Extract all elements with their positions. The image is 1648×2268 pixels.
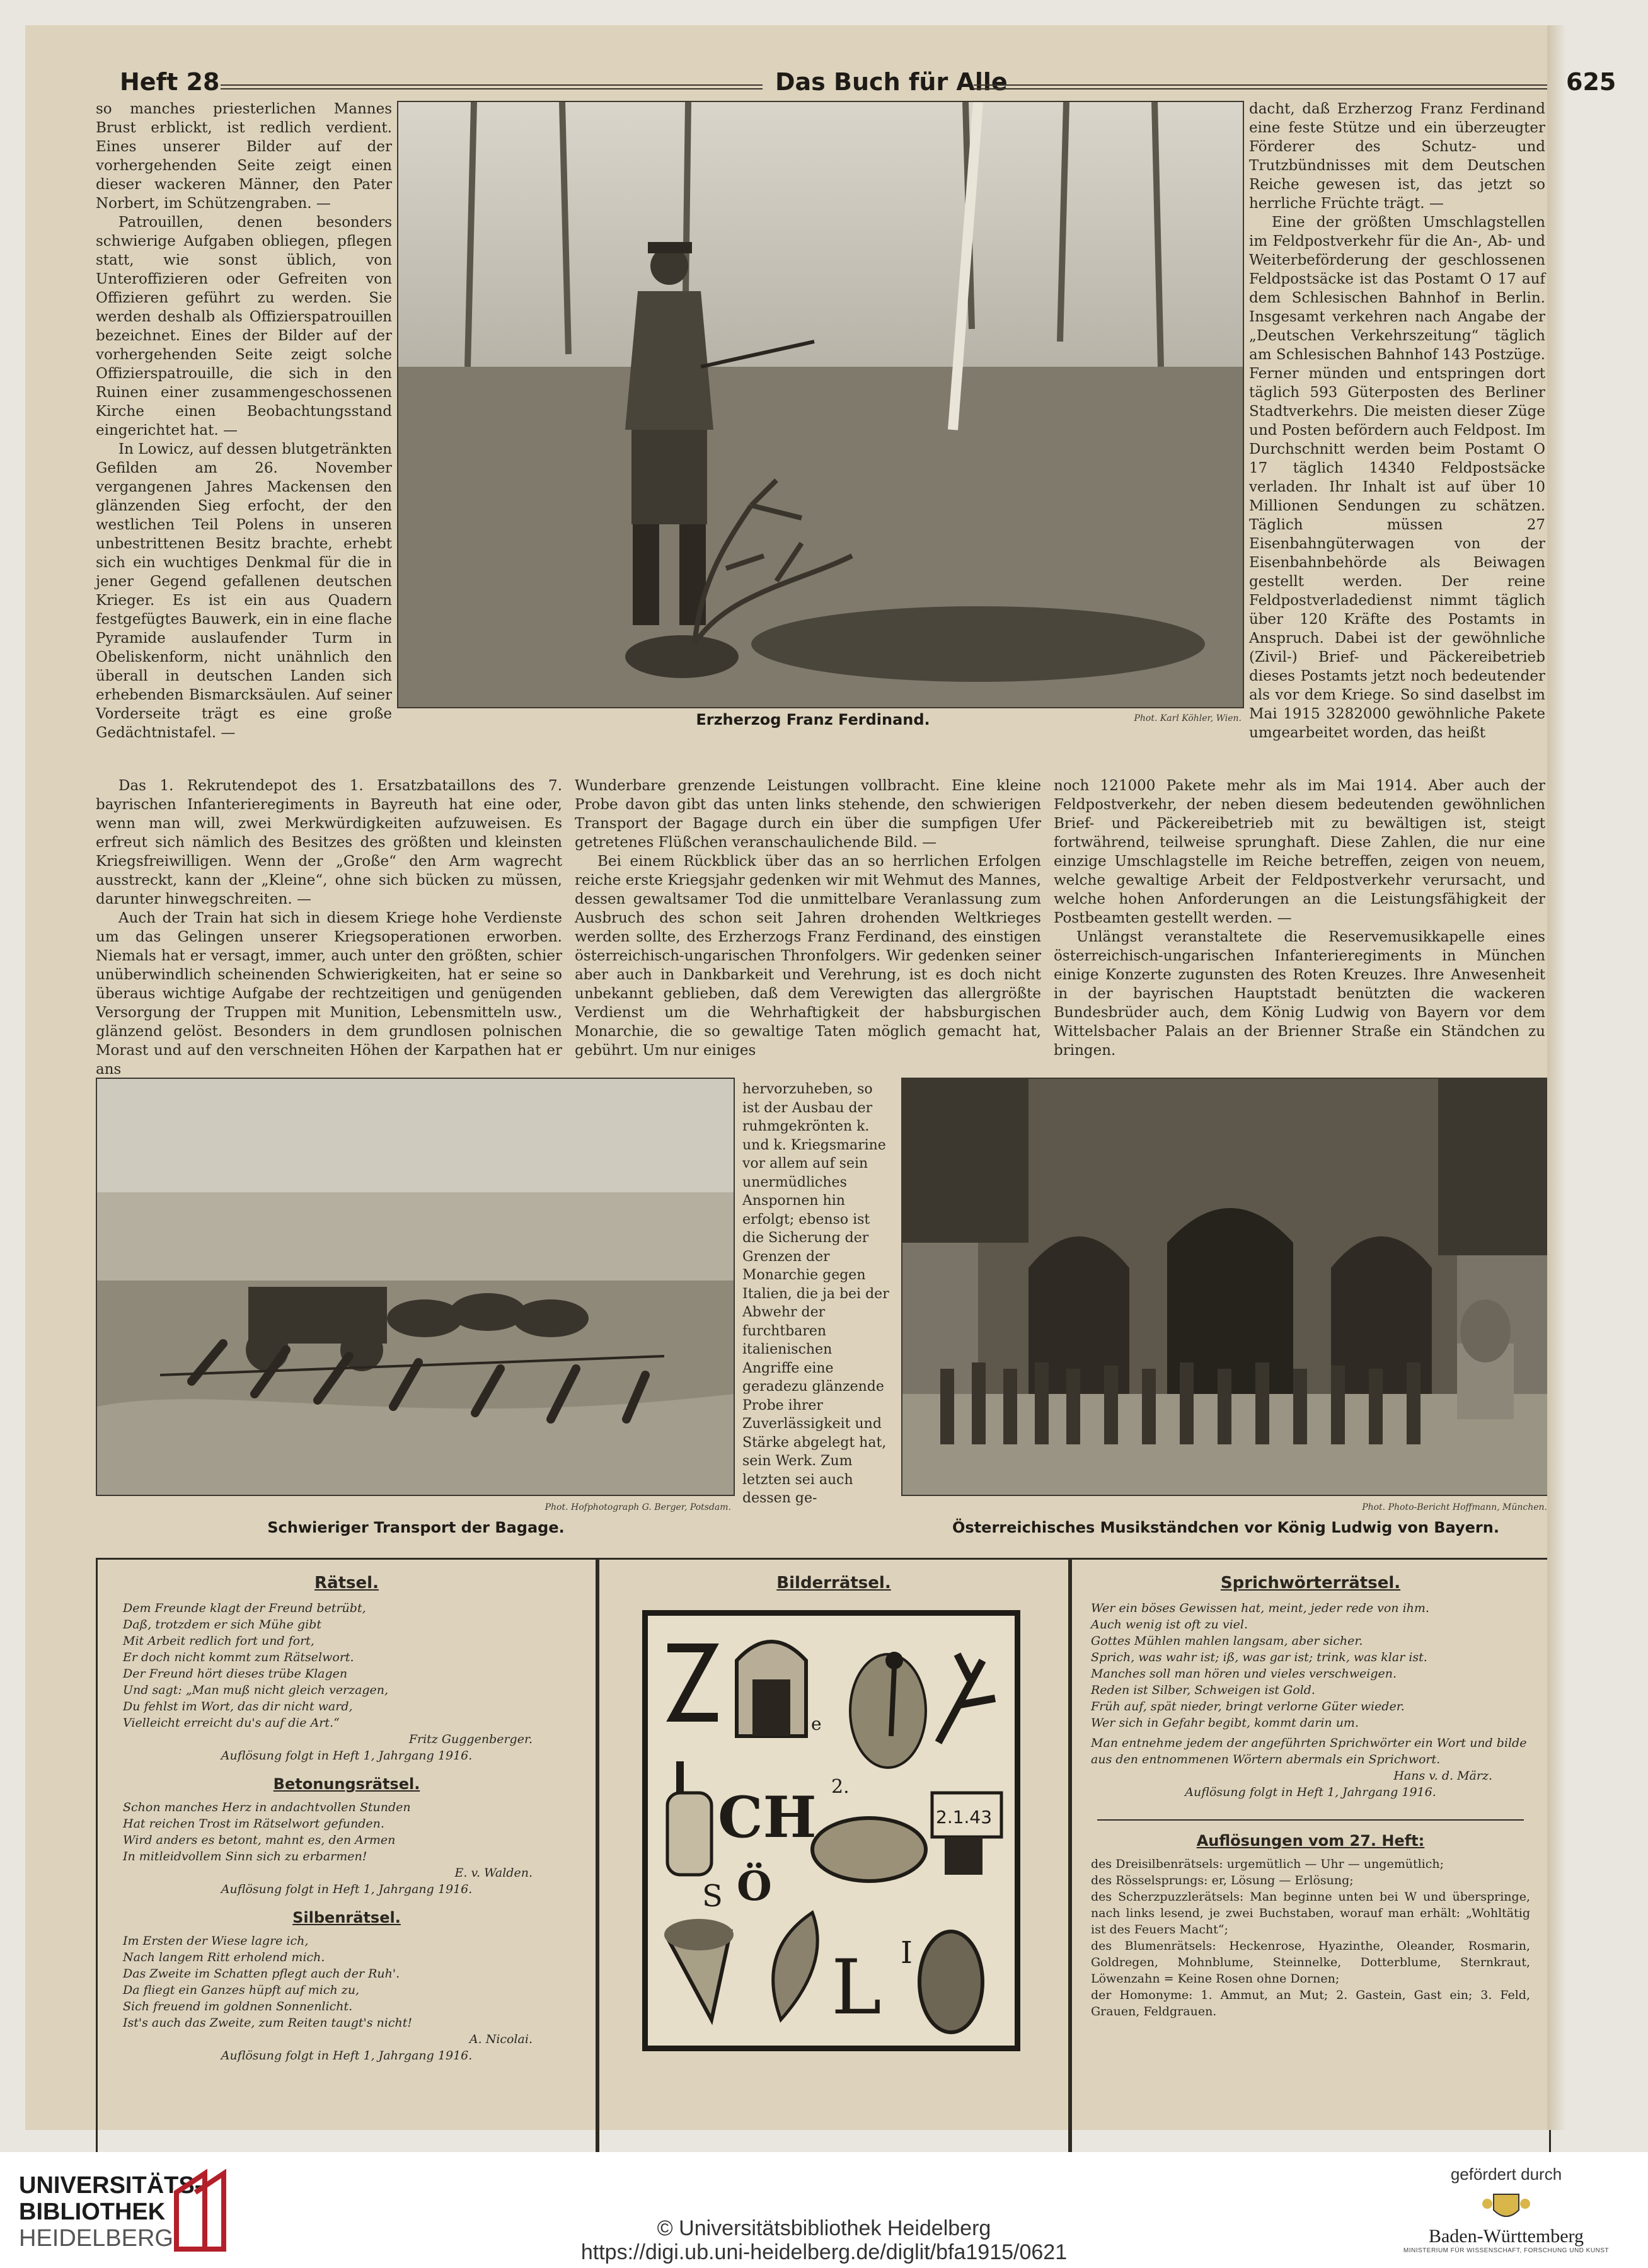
paragraph: Auch der Train hat sich in diesem Kriege hohe Verdienste um das Gelingen unserer Kriegsoperationen erworben. Niemals hat er versagt, immer, auch unter den größten, schier unüberwindlich scheinenden Schwierigkeiten, hat er seine so überaus wichtige Aufgabe der rechtzeitigen und genügenden Versorgung der Truppen mit Munition, Lebensmitteln usw., glänzend gelöst. Besonders in dem grundlosen polnischen Morast und auf den verschneiten Höhen der Karpathen hat er ans [96,910,562,1078]
paragraph: Wunderbare grenzende Leistungen vollbracht. Eine kleine Probe davon gibt das unten links stehende, den schwierigen Transport der Bagage durch ein über die sumpfigen Ufer getretenes Flüßchen veranschaulichende Bild. — [575,778,1041,851]
divider [1097,1819,1524,1821]
paragraph: Eine der größten Umschlagstellen im Feldpostverkehr für die An-, Ab- und Weiterbeförderung der geschlossenen Feldpostsäcke ist das Postamt O 17 auf dem Schlesischen Bahnhof in Berlin. Insgesamt verkehren nach Angabe der „Deutschen Verkehrszeitung“ täglich am Schlesischen Bahnhof 143 Postzüge. Ferner münden und entspringen dort täglich 593 Güterposten des Berliner Stadtverkehrs. Die meisten dieser Züge und Posten befördern auch Feldpost. Im Durchschnitt werden beim Postamt O 17 täglich 14340 Feldpostsäcke verladen. Ihr Inhalt ist auf über 10 Millionen Sendungen zu schätzen. Täglich müssen 27 Eisenbahngüterwagen von der Eisenbahnbehörde als Beiwagen gestellt werden. Der reine Feldpostverladedienst nimmt täglich über 120 Kräfte des Postamts in Anspruch. Dabei ist der gewöhnliche (Zivil-) Brief- und Päckereibetrieb dieses Postamts jetzt noch bedeutender als vor dem Kriege. So sind daselbst im Mai 1915 3282000 gewöhnliche Pakete umgearbeitet worden, das heißt [1249,214,1545,741]
proverb: Auch wenig ist oft zu viel. [1091,1618,1248,1632]
funding-logo [1402,2165,1610,2254]
paragraph: Bei einem Rückblick über das an so herrlichen Erfolgen reiche erste Kriegsjahr gedenken wir mit Wehmut des Mannes, dessen gewaltsamer Tod die unmittelbare Veranlassung zum Ausbruch des schon seit Jahren drohenden Weltkrieges werden sollte, des Erzherzogs Franz Ferdinand, des einstigen österreichisch-ungarischen Thronfolgers. Wir gedenken seiner aber auch in Dankbarkeit und Verehrung, ist es doch nicht unbekannt geblieben, daß dem Verewigten das allergrößte Verdienst um die Wehrhaftigkeit der habsburgischen Monarchie, die so gewaltige Taten möglich gemacht hat, gebührt. Um nur einiges [575,853,1041,1059]
header-rule-right [974,84,1566,89]
text-column-a [96,776,562,1079]
poem-author: Fritz Guggenberger. [408,1732,533,1746]
nest-icon [812,1818,926,1881]
rebus-date: 2.1.43 [936,1807,993,1828]
paragraph: dacht, daß Erzherzog Franz Ferdinand eine feste Stütze und ein überzeugter Förderer des Schutz- und Trutzbündnisses mit dem Deutschen Reiche gewesen ist, das jetzt so herrliche Früchte trägt. — [1249,101,1545,212]
copyright-text: © Universitätsbibliothek Heidelberg [657,2216,991,2240]
header-rule-left [221,84,763,89]
funded-by: gefördert durch [1450,2165,1562,2184]
betonung-title: Betonungsrätsel. [273,1775,420,1793]
rebus-letter-e: e [811,1713,822,1734]
poem-line: Der Freund hört dieses trübe Klagen [123,1667,348,1681]
peacock-icon [850,1652,926,1768]
photo-archduke [397,101,1244,708]
puzzle-box-sprich [1070,1558,1551,2217]
text-column-right-top [1249,100,1545,742]
poem-line: Du fehlst im Wort, das dir nicht ward, [123,1700,353,1713]
puzzle-box-raetsel [96,1558,597,2217]
poem-line: Wird anders es betont, mahnt es, den Armen [123,1833,396,1847]
poem-line: Nach langem Ritt erholend mich. [123,1950,325,1964]
ministry-name: MINISTERIUM FÜR WISSENSCHAFT, FORSCHUNG UND KUNST [1403,2247,1610,2254]
puzzle-box-bilder [597,1558,1070,2217]
poem-line: Schon manches Herz in andachtvollen Stunden [123,1800,411,1814]
solution-item: der Homonyme: 1. Ammut, an Mut; 2. Gastein, Gast ein; 3. Feld, Grauen, Feldgrauen. [1091,1988,1530,2018]
bagage-transport-image [97,1079,734,1495]
photo-bagage [96,1078,735,1496]
solution-note: Auflösung folgt in Heft 1, Jahrgang 1916. [221,2049,473,2063]
poem-line: Im Ersten der Wiese lagre ich, [123,1934,309,1948]
photo-caption-archduke: Erzherzog Franz Ferdinand. [696,711,930,728]
solution-item: des Scherzpuzzlerätsels: Man beginne unten bei W und überspringe, nach links lesend, je zwei Buchstaben, worauf man erhält: „Wohltätig ist des Feuers Macht“; [1091,1890,1530,1937]
rebus-number-2: 2. [831,1776,850,1798]
poem-line: Das Zweite im Schatten pflegt auch der Ruh'. [123,1967,400,1981]
ub-line-1: UNIVERSITÄTS- [19,2172,203,2199]
rebus-letter-i: I [901,1935,913,1971]
proverb: Gottes Mühlen mahlen langsam, aber sicher. [1091,1634,1363,1648]
pad-icon [919,1931,982,2032]
proverb: Manches soll man hören und vieles verschweigen. [1091,1667,1397,1681]
coat-of-arms-icon [1481,2188,1531,2226]
publication-title: Das Buch für Alle [775,68,1008,96]
solution-note: Auflösung folgt in Heft 1, Jahrgang 1916. [221,1749,473,1763]
proverb: Wer sich in Gefahr begibt, kommt darin um. [1091,1716,1359,1730]
paragraph: Patrouillen, denen besonders schwierige Aufgaben obliegen, pflegen statt, wie sonst üblich, von Unteroffizieren oder Gefreiten von Offizieren geführt zu werden. Sie werden deshalb als Offizierspatrouillen bezeichnet. Eines der Bilder auf der vorhergehenden Seite zeigt solche Offizierspatrouille, die sich in den Ruinen einer zusammengeschossenen Kirche einen Beobachtungsstand eingerichtet hat. — [96,214,392,439]
paragraph: noch 121000 Pakete mehr als im Mai 1914. Aber auch der Feldpostverkehr, der neben diesem bedeutenden gewöhnlichen Brief- und Päckereibetrieb mit zu bewältigen ist, steigt fortwährend, teilweise sprunghaft. Diese Zahlen, die nur eine einzige Umschlagstelle im Reiche betreffen, zeigen von neuem, welche gewaltige Arbeit der Feldpostverkehr verursacht, und welche hohen Anforderungen an die Leistungsfähigkeit der Postbeamten gestellt werden. — [1054,778,1545,926]
poem-line: Vielleicht erreicht du's auf die Art.“ [123,1716,340,1730]
poem-line: Mit Arbeit redlich fort und fort, [123,1634,314,1648]
solution-note: Auflösung folgt in Heft 1, Jahrgang 1916. [1185,1785,1436,1799]
paragraph: Das 1. Rekrutendepot des 1. Ersatzbataillons des 7. bayrischen Infanterieregiments in Bayreuth hat eine oder, wenn man will, zwei Merkwürdigkeiten aufzuweisen. Es erfreut sich nämlich des Besitzes des größten und kleinsten Kriegsfreiwilligen. Wenn der „Große“ den Arm wagrecht ausstreckt, kann der „Kleine“, ohne sich bücken zu müssen, darunter hinwegschreiten. — [96,778,562,907]
proverb: Sprich, was wahr ist; iß, was gar ist; trink, was klar ist. [1091,1650,1427,1664]
solution-item: des Rösselsprungs: er, Lösung — Erlösung; [1091,1874,1354,1887]
solution-item: des Dreisilbenrätsels: urgemütlich — Uhr — ungemütlich; [1091,1857,1444,1871]
raetsel-poem [98,1600,596,1764]
rebus-picture [642,1610,1020,2051]
photo-caption-music: Österreichisches Musikständchen vor König Ludwig von Bayern. [952,1519,1499,1536]
palace-concert-image [902,1079,1548,1495]
rebus-letter-s: S [702,1879,723,1914]
rebus-letter-o: Ö [737,1863,772,1910]
poem-author: A. Nicolai. [469,2032,533,2046]
paragraph: hervorzuheben, so ist der Ausbau der ruhmgekrönten k. und k. Kriegsmarine vor allem auf sein unermüdliches Anspornen hin erfolgt; ebenso ist die Sicherung der Grenzen der Monarchie gegen Italien, die ja bei der Abwehr der furchtbaren italienischen Angriffe eine geradezu glänzende Probe ihrer Zuverlässigkeit und Stärke abgelegt hat, sein Werk. Zum letzten sei auch dessen ge- [742,1081,889,1506]
photo-credit-bagage: Phot. Hofphotograph G. Berger, Potsdam. [545,1502,731,1512]
rebus-letter-l: L [831,1944,882,2032]
newspaper-page [25,25,1616,2130]
photo-credit-music: Phot. Photo-Bericht Hoffmann, München. [1362,1502,1547,1512]
photo-music [901,1078,1550,1496]
poem-line: In mitleidvollem Sinn sich zu erbarmen! [123,1850,367,1863]
poem-author: E. v. Walden. [454,1866,533,1880]
poem-line: Dem Freunde klagt der Freund betrübt, [123,1601,366,1615]
photo-credit-archduke: Phot. Karl Köhler, Wien. [1134,713,1242,723]
solution-item: des Blumenrätsels: Heckenrose, Hyazinthe, Oleander, Rosmarin, Goldregen, Mohnblume, Steinnelke, Dotterblume, Sternkraut, Löwenzahn = Keine Rosen ohne Dornen; [1091,1939,1530,1986]
aufl-list [1072,1856,1549,2020]
proverb: Früh auf, spät nieder, bringt verlorne Güter wieder. [1091,1700,1405,1713]
text-column-c [1054,776,1545,1060]
poem-line: Und sagt: „Man muß nicht gleich verzagen, [123,1683,389,1697]
page-number: 625 [1566,68,1616,96]
poem-line: Da fliegt ein Ganzes hüpft auf mich zu, [123,1983,360,1997]
text-column-left-top [96,100,392,742]
permalink[interactable]: https://digi.ub.uni-heidelberg.de/diglit/bfa1915/0621 [580,2240,1068,2264]
ub-line-2: BIBLIOTHEK [19,2199,166,2225]
paragraph: so manches priesterlichen Mannes Brust erblickt, ist redlich verdient. Eines unserer Bilder auf der vorhergehenden Seite zeigt einen dieser wackeren Männer, den Pater Norbert, im Schützengraben. — [96,101,392,212]
library-footer [0,2152,1648,2268]
paragraph: In Lowicz, auf dessen blutgetränkten Gefilden am 26. November vergangenen Jahres Mackensen den glänzenden Sieg erfocht, der den westlichen Teil Polens in unseren unbestrittenen Besitz brachte, erhebt sich ein wuchtiges Denkmal für die in jener Gegend gefallenen deutschen Krieger. Es ist ein aus Quadern festgefügtes Bauwerk, ein in eine flache Pyramide auslaufender Turm in Obeliskenform, nicht unähnlich den überall in deutschen Landen sich erhebenden Bismarcksäulen. Auf seiner Vorderseite trägt es eine große Gedächtnistafel. — [96,441,392,741]
betonung-poem [98,1799,596,1897]
poem-line: Er doch nicht kommt zum Rätselwort. [123,1650,354,1664]
proverb-author: Hans v. d. März. [1393,1769,1492,1783]
doorway-icon [737,1642,806,1736]
sprich-title: Sprichwörterrätsel. [1220,1574,1401,1592]
proverb: Reden ist Silber, Schweigen ist Gold. [1091,1683,1315,1697]
poem-line: Hat reichen Trost im Rätselwort gefunden. [123,1817,384,1831]
paragraph: Unlängst veranstaltete die Reservemusikkapelle eines österreichisch-ungarischen Infanterieregiments in München einige Konzerte zugunsten des Roten Kreuzes. Ihre Anwesenheit in der bayrischen Hauptstadt benützten die wackeren Bundesbrüder auch, dem König Ludwig von Bayern vor dem Wittelsbacher Palais an der Brienner Straße ein Ständchen zu bringen. [1054,929,1545,1059]
rebus-letters-ch: CH [718,1784,817,1851]
issue-number: Heft 28 [120,68,220,96]
poem-line: Daß, trotzdem er sich Mühe gibt [123,1618,321,1632]
ub-line-3: HEIDELBERG [19,2225,173,2252]
silben-poem [98,1933,596,2064]
silben-title: Silbenrätsel. [292,1909,401,1926]
text-column-narrow [742,1080,891,1508]
bw-name: Baden-Württemberg [1428,2226,1584,2247]
aufl-title: Auflösungen vom 27. Heft: [1196,1832,1425,1850]
photo-caption-bagage: Schwieriger Transport der Bagage. [267,1519,565,1536]
poem-line: Ist's auch das Zweite, zum Reiten taugt's nicht! [123,2016,412,2030]
bilder-title: Bilderrätsel. [776,1574,891,1592]
raetsel-title: Rätsel. [314,1574,379,1592]
poem-line: Sich freuend im goldnen Sonnenlicht. [123,2000,353,2013]
text-column-b [575,776,1041,1060]
proverb: Wer ein böses Gewissen hat, meint, jeder rede von ihm. [1091,1601,1429,1615]
solution-note: Auflösung folgt in Heft 1, Jahrgang 1916. [221,1882,473,1896]
sprich-list [1072,1600,1549,1800]
proverb-task: Man entnehme jedem der angeführten Sprichwörter ein Wort und bilde aus den entnommenen Wörtern abermals ein Sprichwort. [1091,1736,1527,1766]
forest-hunting-image [398,102,1243,707]
